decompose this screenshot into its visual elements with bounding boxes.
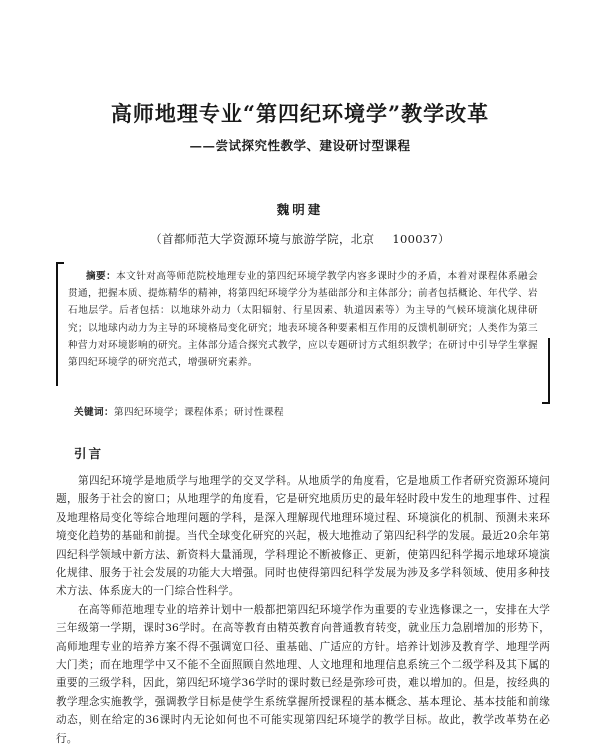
body-paragraph: 第四纪环境学是地质学与地理学的交叉学科。从地质学的角度看，它是地质工作者研究资源环境问题，服务于社会的窗口；从地理学的角度看，它是研究地质历史的最年轻时段中发生的地理事件、过程及地理格局变化等综合地理问题的学科，是深入理解现代地理环境过程、环境演化的机制、预测未来环境变化趋势的基础和前提。当代全球变化研究的兴起，极大地推动了第四纪科学的发展。最近20余年第四纪科学领域中新方法、新资料大量涌现，学科理论不断被修正、更新，使第四纪科学揭示地球环境演化规律、服务于社会发展的功能大大增强。同时也使得第四纪科学发展为涉及多学科领域、使用多种技术方法、体系庞大的一门综合性科学。 <box>56 475 550 598</box>
article-title: 高师地理专业“第四纪环境学”教学改革 <box>110 101 490 126</box>
section-heading-introduction: 引言 <box>74 446 104 461</box>
body-paragraph: 在高等师范地理专业的培养计划中一般都把第四纪环境学作为重要的专业选修课之一，安排在大学三年级第一学期，课时36学时。在高等教育由精英教育向普通教育转变，就业压力急剧增加的形势下，高师地理专业的培养方案不得不强调宽口径、重基础、广适应的方针。培养计划涉及教育学、地理学两大门类；而在地理学中又不能不全面照顾自然地理、人文地理和地理信息系统三个二级学科及其下属的重要的三级学科，因此，第四纪环境学36学时的课时数已经是弥珍可贵，难以增加的。但是，按经典的教学理念实施教学，强调教学目标是使学生系统掌握所授课程的基本概念、基本理论、基本技能和前缘动态，则在给定的36课时内无论如何也不可能实现第四纪环境学的教学目标。故此，教学改革势在必行。 <box>56 603 550 745</box>
affiliation-text: （首都师范大学资源环境与旅游学院，北京 <box>150 232 375 246</box>
author-name: 魏明建 <box>276 202 324 217</box>
author-affiliation <box>0 231 600 247</box>
body-text <box>56 472 550 748</box>
keywords-label: 关键词： <box>74 407 114 418</box>
abstract-label: 摘要： <box>86 271 117 282</box>
keywords-text: 第四纪环境学；课程体系；研讨性课程 <box>113 407 284 418</box>
abstract-text: 本文针对高等师范院校地理专业的第四纪环境学教学内容多课时少的矛盾，本着对课程体系融会贯通，把握本质、提炼精华的精神，将第四纪环境学分为基础部分和主体部分；前者包括概论、年代学、岩石地层学。后者包括：以地球外动力（太阳辐射、行星因素、轨道因素等）为主导的气候环境演化规律研究；以地球内动力为主导的环境格局变化研究；地表环境各种要素相互作用的反馈机制研究；人类作为第三种营力对环境影响的研究。主体部分适合探究式教学，应以专题研讨方式组织教学；在研讨中引导学生掌握第四纪环境学的研究范式，增强研究素养。 <box>68 271 538 369</box>
abstract-box <box>56 262 550 402</box>
abstract-bracket-left <box>56 262 64 386</box>
abstract <box>68 268 538 371</box>
abstract-bracket-right <box>542 338 550 404</box>
keywords <box>74 404 554 418</box>
article-subtitle: ——尝试探究性教学、建设研讨型课程 <box>189 138 411 153</box>
postal-code: 100037） <box>392 232 450 246</box>
